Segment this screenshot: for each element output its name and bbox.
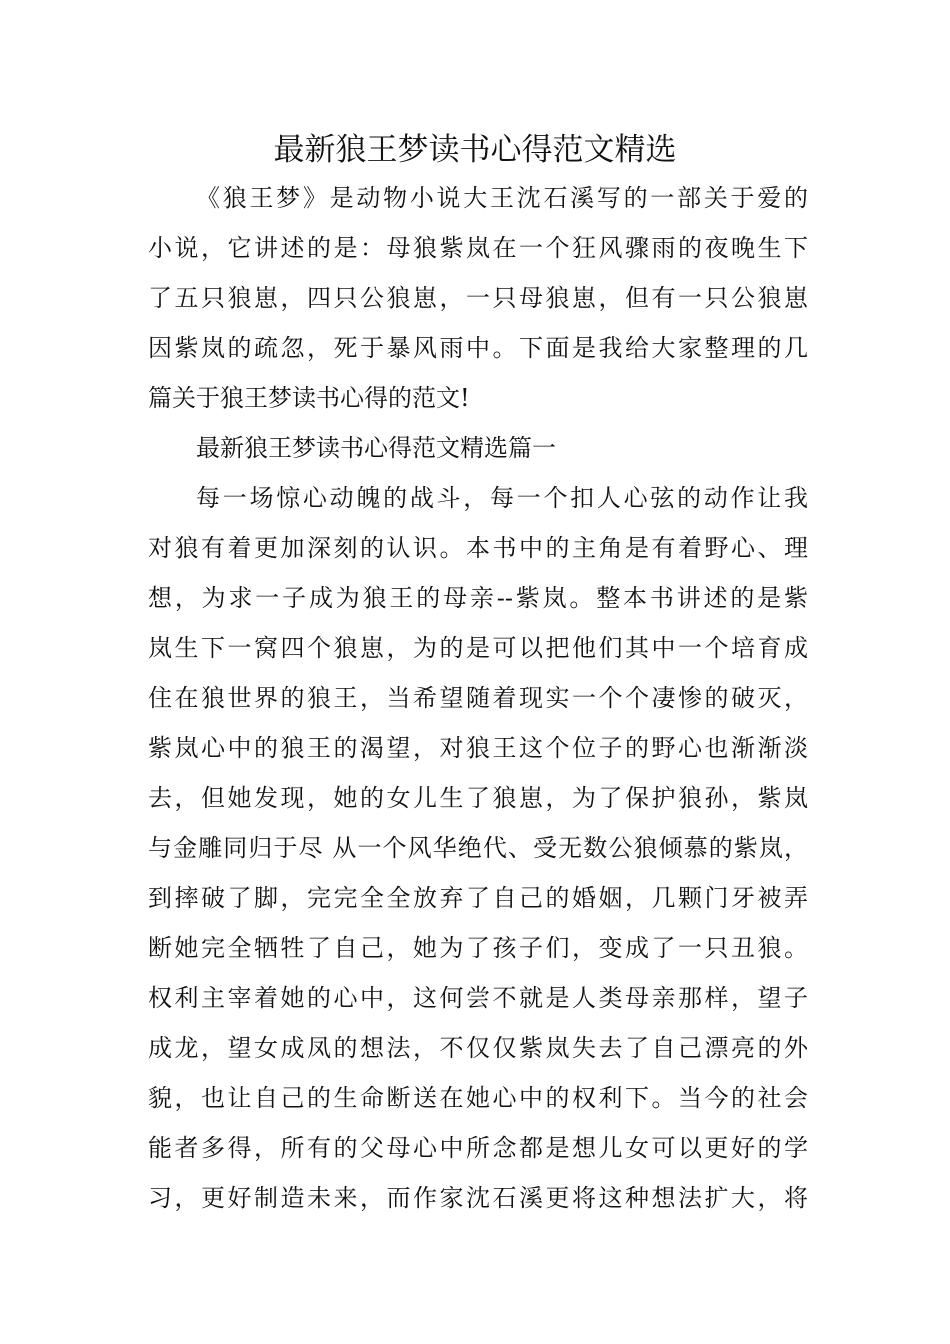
body-line: 与金雕同归于尽 从一个风华绝代、受无数公狼倾慕的紫岚， [148,834,808,862]
body-line: 住在狼世界的狼王，当希望随着现实一个个凄惨的破灭， [148,684,808,712]
intro-line: 了五只狼崽，四只公狼崽，一只母狼崽，但有一只公狼崽 [148,284,808,312]
body-line: 对狼有着更加深刻的认识。本书中的主角是有着野心、理 [148,534,808,562]
intro-line: 篇关于狼王梦读书心得的范文! [148,384,470,412]
body-line: 每一场惊心动魄的战斗，每一个扣人心弦的动作让我 [196,484,808,512]
intro-line: 因紫岚的疏忽，死于暴风雨中。下面是我给大家整理的几 [148,334,808,362]
body-line: 去，但她发现，她的女儿生了狼崽，为了保护狼孙，紫岚 [148,784,808,812]
body-line: 权利主宰着她的心中，这何尝不就是人类母亲那样，望子 [148,984,808,1012]
section-heading: 最新狼王梦读书心得范文精选篇一 [196,434,556,462]
intro-line: 《狼王梦》是动物小说大王沈石溪写的一部关于爱的 [196,184,808,212]
body-line: 能者多得，所有的父母心中所念都是想儿女可以更好的学 [148,1134,808,1162]
body-line: 岚生下一窝四个狼崽，为的是可以把他们其中一个培育成 [148,634,808,662]
document-title: 最新狼王梦读书心得范文精选 [273,132,677,168]
body-line: 成龙，望女成凤的想法，不仅仅紫岚失去了自己漂亮的外 [148,1034,808,1062]
body-line: 貌，也让自己的生命断送在她心中的权利下。当今的社会 [148,1084,808,1112]
body-line: 到摔破了脚，完完全全放弃了自己的婚姻，几颗门牙被弄 [148,884,808,912]
body-line: 习，更好制造未来，而作家沈石溪更将这种想法扩大，将 [148,1184,808,1212]
body-line: 想，为求一子成为狼王的母亲--紫岚。整本书讲述的是紫 [148,584,808,612]
body-line: 断她完全牺牲了自己，她为了孩子们，变成了一只丑狼。 [148,934,808,962]
intro-line: 小说，它讲述的是：母狼紫岚在一个狂风骤雨的夜晚生下 [148,234,808,262]
body-line: 紫岚心中的狼王的渴望，对狼王这个位子的野心也渐渐淡 [148,734,808,762]
